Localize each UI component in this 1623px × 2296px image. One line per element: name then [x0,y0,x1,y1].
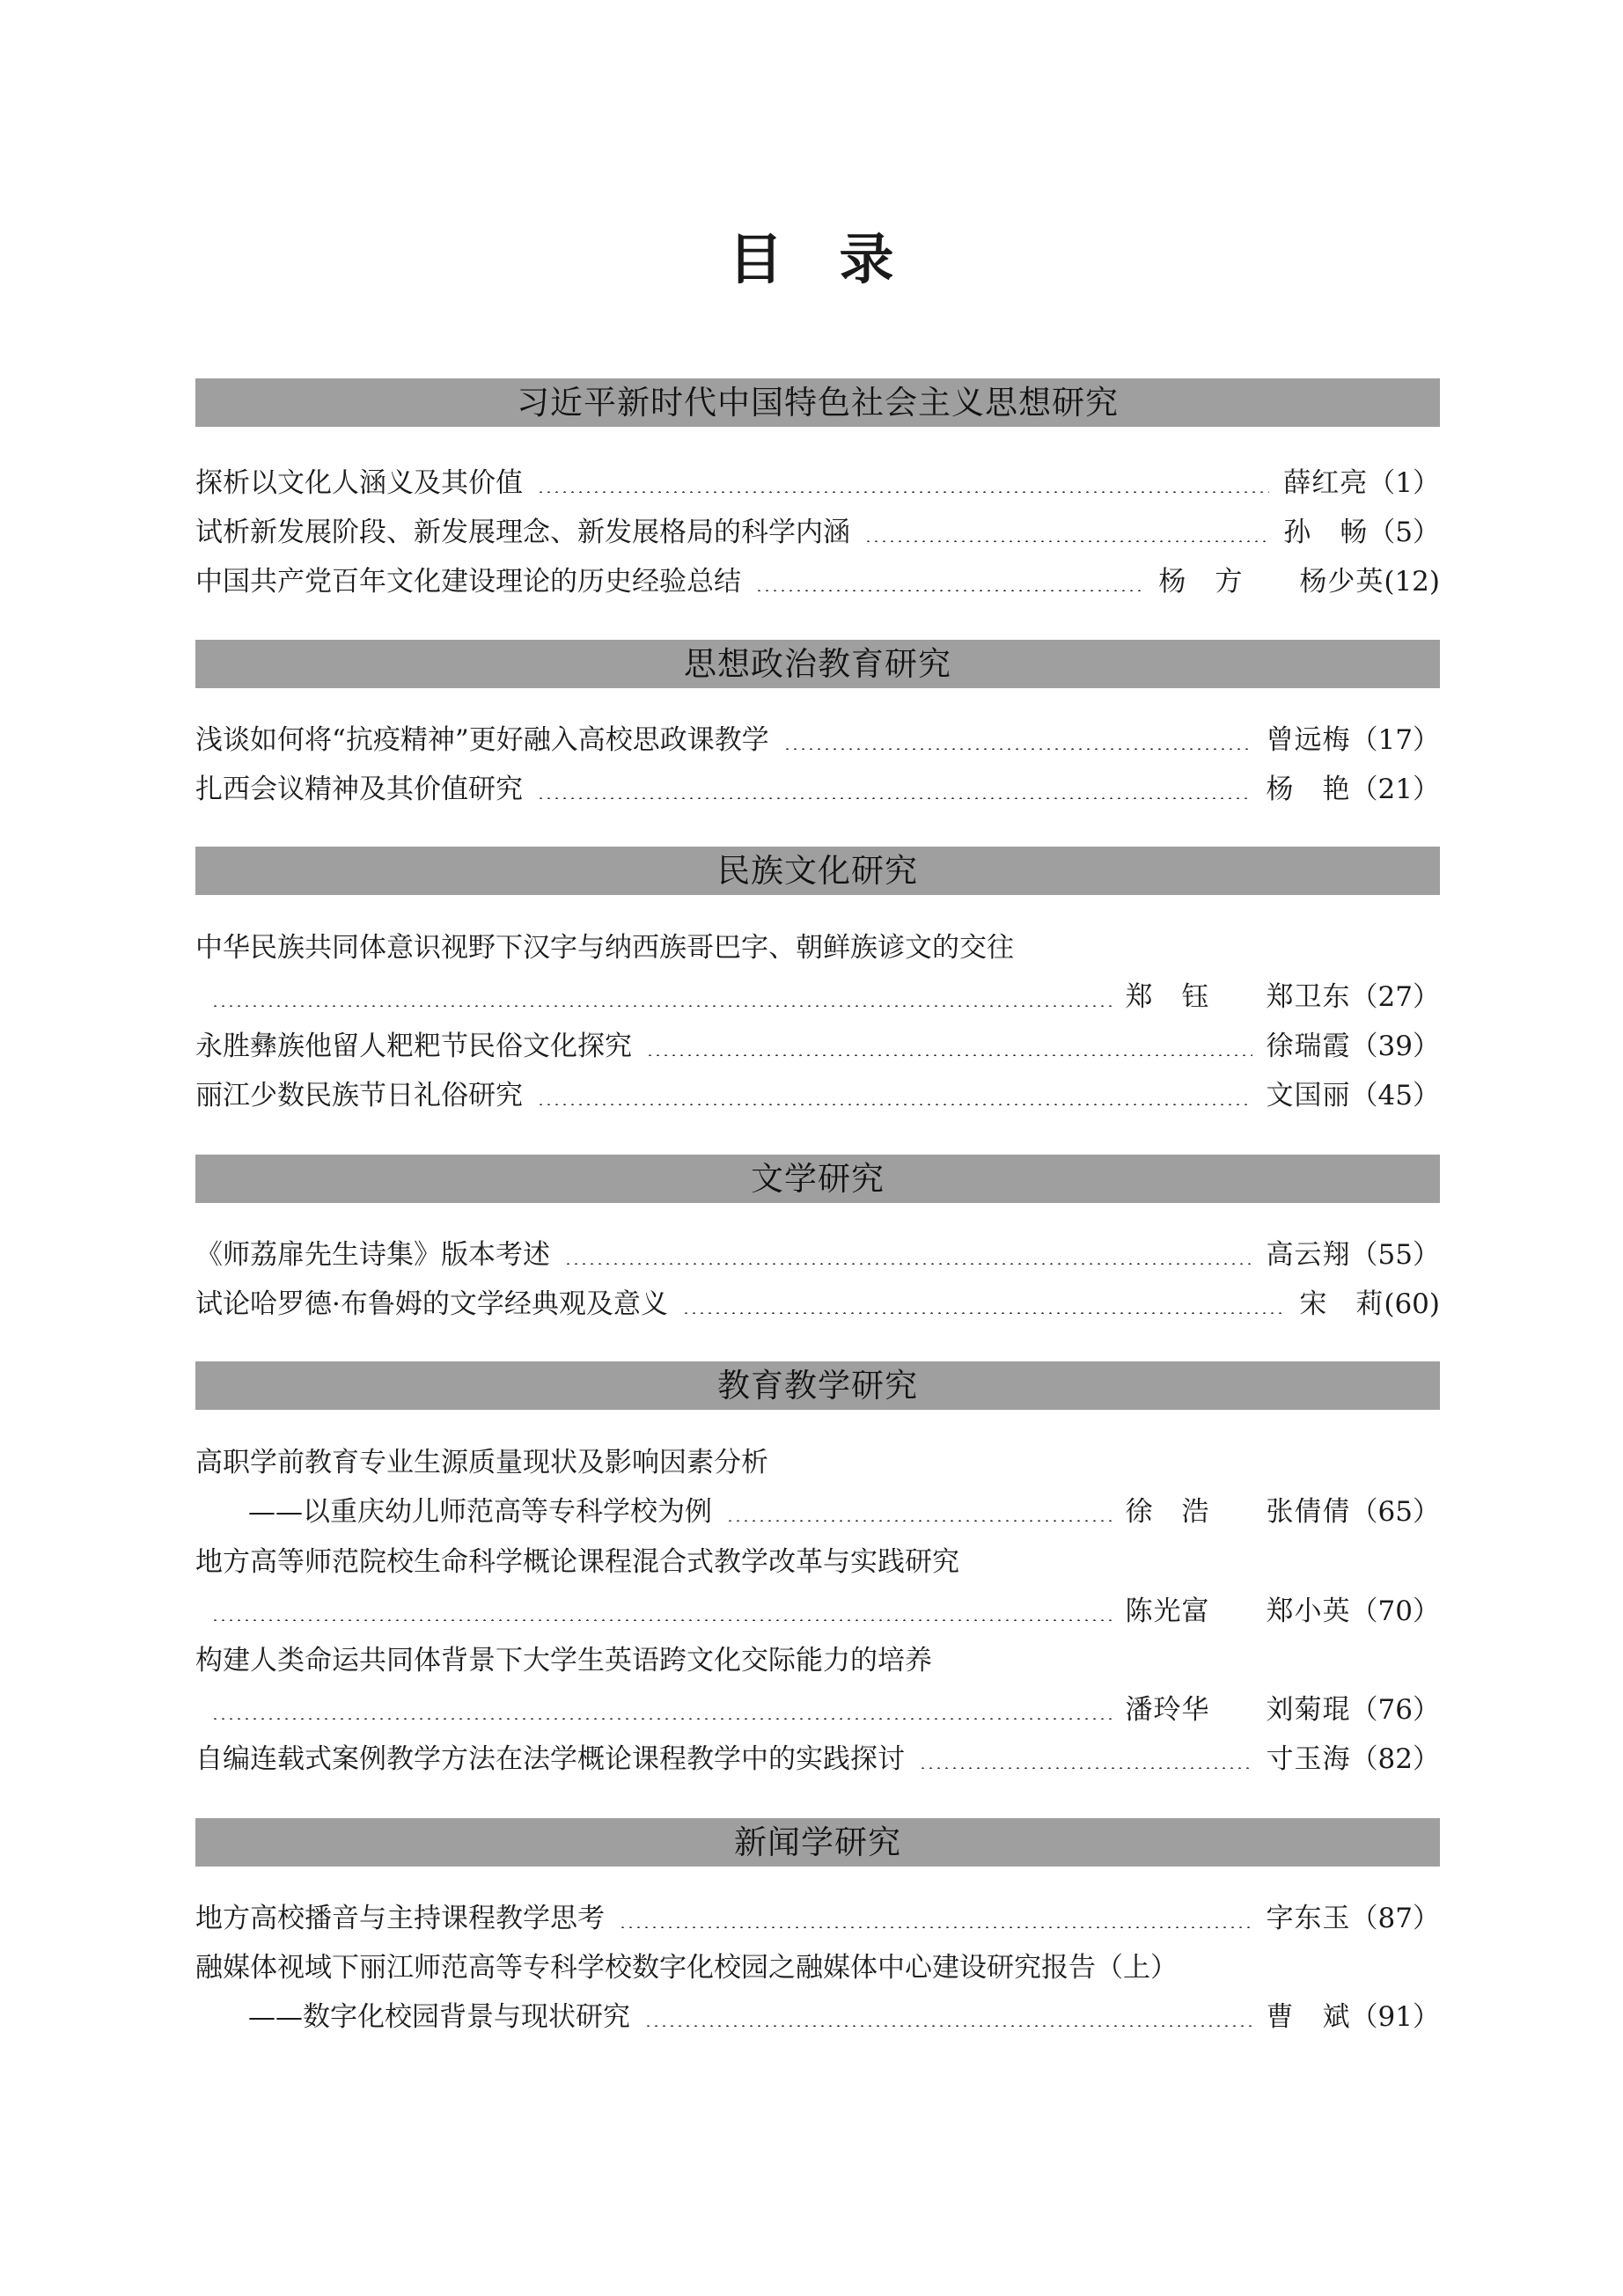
toc-entry[interactable] [195,510,1440,554]
toc-entry[interactable] [195,767,1440,811]
entry-title: 丽江少数民族节日礼俗研究 [195,1080,523,1111]
entry-page: （1） [1368,467,1440,499]
dot-leader [783,748,1252,750]
entry-title: 浅谈如何将“抗疫精神”更好融入高校思政课教学 [195,724,769,756]
entry-author: 陈光富 郑小英 [1125,1595,1351,1627]
entry-subtitle: ——数字化校园背景与现状研究 [248,2001,630,2033]
toc-entry-continuation[interactable] [211,975,1440,1019]
entry-author: 曹 斌 [1266,2001,1351,2033]
entry-author: 字东玉 [1266,1903,1351,1934]
entry-page: （27） [1350,981,1440,1013]
entry-page: （17） [1350,724,1440,756]
dot-leader [644,2025,1252,2027]
toc-entry[interactable] [195,1024,1440,1068]
dot-leader [211,1005,1112,1007]
toc-entry[interactable] [195,1896,1440,1940]
entry-title[interactable]: 高职学前教育专业生源质量现状及影响因素分析 [195,1447,768,1478]
section-heading: 新闻学研究 [195,1818,1440,1867]
dot-leader [619,1926,1252,1928]
entry-author: 宋 莉 [1299,1288,1384,1320]
entry-page: （5） [1368,517,1440,548]
entry-page: (12) [1384,566,1440,598]
toc-entry[interactable] [195,718,1440,762]
entry-title: 《师荔扉先生诗集》版本考述 [195,1239,550,1271]
entry-title[interactable]: 地方高等师范院校生命科学概论课程混合式教学改革与实践研究 [195,1546,959,1578]
section-heading: 思想政治教育研究 [195,640,1440,688]
entry-title: 自编连载式案例教学方法在法学概论课程教学中的实践探讨 [195,1743,905,1775]
entry-page: （65） [1350,1496,1440,1528]
dot-leader [211,1619,1112,1621]
entry-author: 杨 方 杨少英 [1158,566,1384,598]
section-heading: 习近平新时代中国特色社会主义思想研究 [195,378,1440,427]
toc-entry-continuation[interactable] [248,1490,1440,1534]
entry-title: 地方高校播音与主持课程教学思考 [195,1903,605,1934]
entry-page: （70） [1350,1595,1440,1627]
entry-author: 高云翔 [1266,1239,1351,1271]
entry-title: 扎西会议精神及其价值研究 [195,774,523,805]
entry-page: （76） [1350,1694,1440,1726]
entry-author: 徐 浩 张倩倩 [1125,1496,1351,1528]
entry-author: 杨 艳 [1266,774,1351,805]
entry-page: (60) [1384,1288,1440,1320]
entry-page: （21） [1350,774,1440,805]
entry-page: （45） [1350,1080,1440,1111]
dot-leader [726,1520,1112,1522]
dot-leader [537,797,1252,799]
entry-author: 徐瑞霞 [1266,1031,1351,1062]
section-heading: 教育教学研究 [195,1361,1440,1410]
toc-entry[interactable] [195,1233,1440,1277]
toc-entry-continuation[interactable] [211,1688,1440,1732]
toc-entry[interactable] [195,1074,1440,1118]
entry-author: 孙 畅 [1283,517,1369,548]
entry-subtitle: ——以重庆幼儿师范高等专科学校为例 [248,1496,712,1528]
section-heading: 民族文化研究 [195,847,1440,895]
entry-author: 郑 钰 郑卫东 [1125,981,1351,1013]
entry-page: （55） [1350,1239,1440,1271]
entry-author: 文国丽 [1266,1080,1351,1111]
toc-entry[interactable] [195,560,1440,604]
dot-leader [919,1767,1252,1769]
entry-title: 中国共产党百年文化建设理论的历史经验总结 [195,566,741,598]
entry-title: 探析以文化人涵义及其价值 [195,467,523,499]
entry-title: 试析新发展阶段、新发展理念、新发展格局的科学内涵 [195,517,850,548]
entry-author: 寸玉海 [1266,1743,1351,1775]
entry-page: （82） [1350,1743,1440,1775]
dot-leader [646,1054,1252,1056]
toc-entry[interactable] [195,1737,1440,1781]
entry-title: 试论哈罗德·布鲁姆的文学经典观及意义 [195,1288,668,1320]
entry-page: （91） [1350,2001,1440,2033]
entry-page: （39） [1350,1031,1440,1062]
entry-title[interactable]: 构建人类命运共同体背景下大学生英语跨文化交际能力的培养 [195,1645,932,1676]
dot-leader [537,491,1269,493]
dot-leader [864,540,1269,542]
toc-entry[interactable] [195,1282,1440,1326]
dot-leader [755,590,1144,591]
entry-author: 曾远梅 [1266,724,1351,756]
dot-leader [537,1104,1252,1105]
entry-title[interactable]: 融媒体视域下丽江师范高等专科学校数字化校园之融媒体中心建设研究报告（上） [195,1952,1178,1984]
entry-page: （87） [1350,1903,1440,1934]
toc-entry-continuation[interactable] [211,1589,1440,1633]
entry-author: 薛红亮 [1283,467,1369,499]
dot-leader [682,1312,1286,1314]
section-heading: 文学研究 [195,1155,1440,1203]
entry-title[interactable]: 中华民族共同体意识视野下汉字与纳西族哥巴字、朝鲜族谚文的交往 [195,932,1014,964]
dot-leader [211,1718,1112,1720]
toc-entry[interactable] [195,461,1440,505]
entry-author: 潘玲华 刘菊琨 [1125,1694,1351,1726]
toc-entry-continuation[interactable] [248,1995,1440,2039]
page-title: 目 录 [728,227,895,291]
entry-title: 永胜彝族他留人粑粑节民俗文化探究 [195,1031,632,1062]
dot-leader [564,1263,1252,1265]
